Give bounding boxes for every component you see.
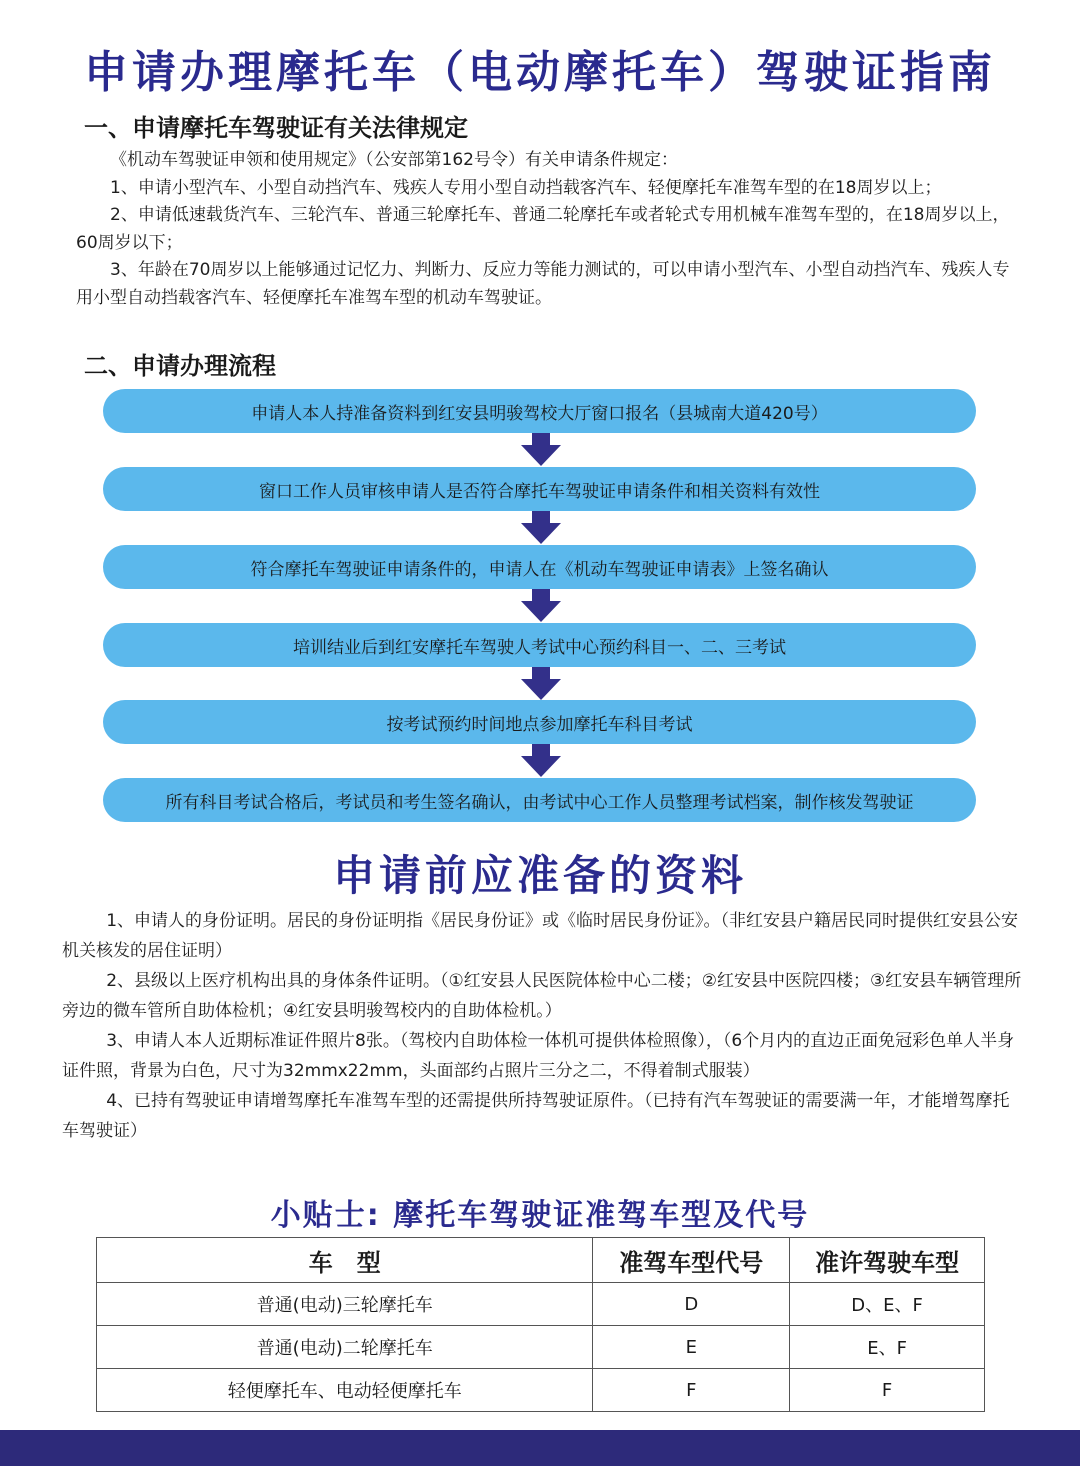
section1-item: 2、申请低速载货汽车、三轮汽车、普通三轮摩托车、普通二轮摩托车或者轮式专用机械车准驾车型的，在18周岁以上，60周岁以下； [76, 205, 1010, 253]
tips-title: 小贴士: 摩托车驾驶证准驾车型及代号 [270, 1198, 810, 1233]
table-cell: E、F [790, 1326, 985, 1369]
materials-item: 2、县级以上医疗机构出具的身体条件证明。（①红安县人民医院体检中心二楼；②红安县中医院四楼；③红安县车辆管理所旁边的微车管所自助体检机；④红安县明骏驾校内的自助体检机。） [62, 971, 1022, 1021]
flow-step-1: 申请人本人持准备资料到红安县明骏驾校大厅窗口报名（县城南大道420号） [103, 389, 976, 433]
flow-step-3: 符合摩托车驾驶证申请条件的，申请人在《机动车驾驶证申请表》上签名确认 [103, 545, 976, 589]
down-arrow-icon [519, 667, 563, 701]
table-cell: F [790, 1369, 985, 1412]
section1-item: 1、申请小型汽车、小型自动挡汽车、残疾人专用小型自动挡载客汽车、轻便摩托车准驾车型的在18周岁以上； [110, 177, 942, 198]
table-cell: 普通(电动)二轮摩托车 [97, 1326, 593, 1369]
down-arrow-icon [519, 511, 563, 545]
table-row [97, 1326, 985, 1369]
table-cell: 轻便摩托车、电动轻便摩托车 [97, 1369, 593, 1412]
section1-body [76, 147, 1016, 312]
section1-heading: 一、申请摩托车驾驶证有关法律规定 [84, 114, 468, 142]
section1-intro: 《机动车驾驶证申领和使用规定》（公安部第162号令）有关申请条件规定： [110, 150, 678, 170]
down-arrow-icon [519, 744, 563, 778]
table-cell: 普通(电动)三轮摩托车 [97, 1283, 593, 1326]
table-cell: D [593, 1283, 790, 1326]
footer-bar [0, 1430, 1080, 1466]
table-header-row [97, 1238, 985, 1283]
license-class-table [96, 1237, 985, 1412]
table-header: 车 型 [97, 1238, 593, 1283]
table-row [97, 1283, 985, 1326]
materials-item: 1、申请人的身份证明。居民的身份证明指《居民身份证》或《临时居民身份证》。（非红安县户籍居民同时提供红安县公安机关核发的居住证明） [62, 911, 1019, 961]
flow-step-2: 窗口工作人员审核申请人是否符合摩托车驾驶证申请条件和相关资料有效性 [103, 467, 976, 511]
table-header: 准驾车型代号 [593, 1238, 790, 1283]
page-title: 申请办理摩托车（电动摩托车）驾驶证指南 [84, 47, 996, 98]
materials-body [62, 906, 1022, 1146]
down-arrow-icon [519, 433, 563, 467]
section2-heading: 二、申请办理流程 [84, 352, 276, 380]
flow-step-4: 培训结业后到红安摩托车驾驶人考试中心预约科目一、二、三考试 [103, 623, 976, 667]
section1-item: 3、年龄在70周岁以上能够通过记忆力、判断力、反应力等能力测试的，可以申请小型汽车、小型自动挡汽车、残疾人专用小型自动挡载客汽车、轻便摩托车准驾车型的机动车驾驶证。 [76, 260, 1010, 308]
flow-step-6: 所有科目考试合格后，考试员和考生签名确认，由考试中心工作人员整理考试档案，制作核发驾驶证 [103, 778, 976, 822]
table-header: 准许驾驶车型 [790, 1238, 985, 1283]
table-cell: E [593, 1326, 790, 1369]
table-cell: D、E、F [790, 1283, 985, 1326]
table-row [97, 1369, 985, 1412]
down-arrow-icon [519, 589, 563, 623]
materials-title: 申请前应准备的资料 [332, 851, 747, 900]
materials-item: 3、申请人本人近期标准证件照片8张。（驾校内自助体检一体机可提供体检照像），（6个月内的直边正面免冠彩色单人半身证件照，背景为白色，尺寸为32mmx22mm，头面部约占照片三分之二，不得着制式服装） [62, 1031, 1015, 1081]
materials-item: 4、已持有驾驶证申请增驾摩托车准驾车型的还需提供所持驾驶证原件。（已持有汽车驾驶证的需要满一年，才能增驾摩托车驾驶证） [62, 1091, 1010, 1141]
table-cell: F [593, 1369, 790, 1412]
flow-step-5: 按考试预约时间地点参加摩托车科目考试 [103, 700, 976, 744]
